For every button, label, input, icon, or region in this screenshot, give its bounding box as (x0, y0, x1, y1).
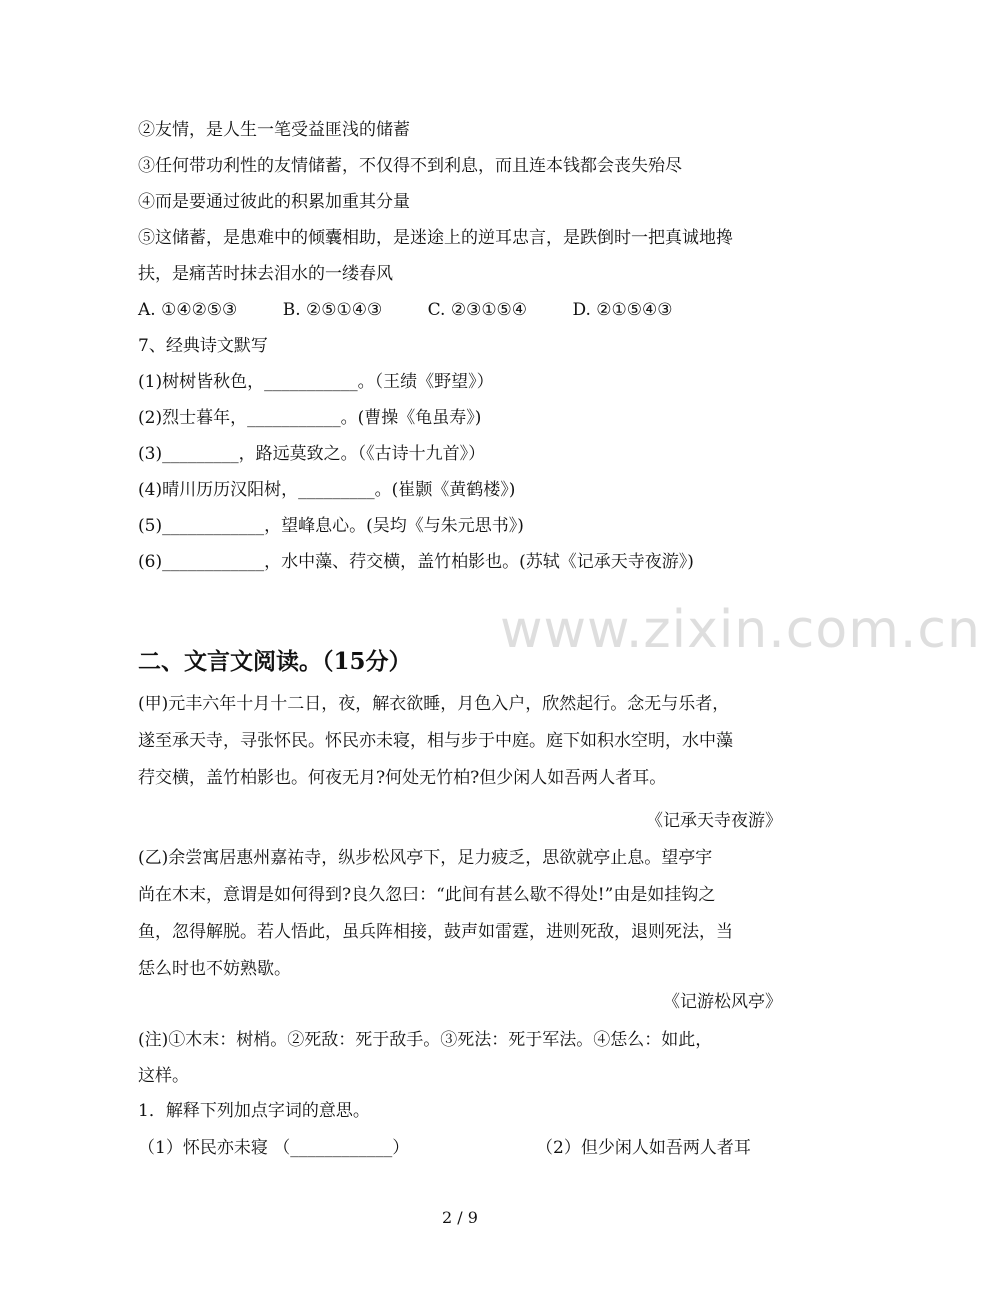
passage-jia-line: (甲)元丰六年十月十二日，夜，解衣欲睡，月色入户，欣然起行。念无与乐者， (138, 694, 730, 714)
question-7-item: (4)晴川历历汉阳树，_________。(崔颢《黄鹤楼》) (138, 480, 516, 500)
notes-line: (注)①木末：树梢。②死敌：死于敌手。③死法：死于军法。④恁么：如此， (138, 1030, 713, 1050)
question-7-item: (6)____________，水中藻、荇交横，盖竹柏影也。(苏轼《记承天寺夜游》) (138, 552, 694, 572)
question-7-title: 7、经典诗文默写 (138, 336, 268, 356)
text-line: ⑤这储蓄，是患难中的倾囊相助，是迷途上的逆耳忠言，是跌倒时一把真诚地搀 (138, 228, 733, 248)
option-b: B. ②⑤①④③ (282, 300, 383, 320)
question-7-item: (1)树树皆秋色，___________。（王绩《野望》） (138, 372, 494, 392)
page-number: 2 / 9 (442, 1208, 478, 1227)
question-1-item-1: （1）怀民亦未寝 （____________） (138, 1138, 410, 1158)
question-7-item: (3)_________，路远莫致之。（《古诗十九首》） (138, 444, 486, 464)
passage-yi-line: 尚在木末，意谓是如何得到?良久忽曰：“此间有甚么歇不得处!”由是如挂钩之 (138, 885, 716, 905)
passage-yi-line: 鱼，忽得解脱。若人悟此，虽兵阵相接，鼓声如雷霆，进则死敌，退则死法，当 (138, 922, 733, 942)
passage-yi-line: 恁么时也不妨熟歇。 (138, 959, 291, 979)
question-7-item: (5)____________，望峰息心。(吴均《与朱元思书》) (138, 516, 524, 536)
option-d: D. ②①⑤④③ (572, 300, 673, 320)
section-heading: 二、文言文阅读。（15分） (138, 648, 412, 675)
option-a: A. ①④②⑤③ (138, 300, 238, 320)
passage-jia-line: 遂至承天寺，寻张怀民。怀民亦未寝，相与步于中庭。庭下如积水空明，水中藻 (138, 731, 733, 751)
text-line: ②友情，是人生一笔受益匪浅的储蓄 (138, 120, 410, 140)
text-line: ③任何带功利性的友情储蓄，不仅得不到利息，而且连本钱都会丧失殆尽 (138, 156, 682, 176)
option-c: C. ②③①⑤④ (427, 300, 528, 320)
answer-options (138, 298, 713, 322)
text-line: ④而是要通过彼此的积累加重其分量 (138, 192, 410, 212)
notes-line: 这样。 (138, 1066, 189, 1086)
passage-yi-line: (乙)余尝寓居惠州嘉祐寺，纵步松风亭下，足力疲乏，思欲就亭止息。望亭宇 (138, 848, 713, 868)
question-7-item: (2)烈士暮年，___________。(曹操《龟虽寿》) (138, 408, 482, 428)
passage-yi-source: 《记游松风亭》 (663, 992, 782, 1012)
question-1-item-2: （2）但少闲人如吾两人者耳 (536, 1138, 751, 1158)
watermark: www.zixin.com.cn (500, 600, 981, 660)
text-line: 扶，是痛苦时抹去泪水的一缕春风 (138, 264, 393, 284)
passage-jia-source: 《记承天寺夜游》 (646, 811, 782, 831)
passage-jia-line: 荇交横，盖竹柏影也。何夜无月?何处无竹柏?但少闲人如吾两人者耳。 (138, 768, 667, 788)
question-1-title: 1．解释下列加点字词的意思。 (138, 1101, 370, 1121)
